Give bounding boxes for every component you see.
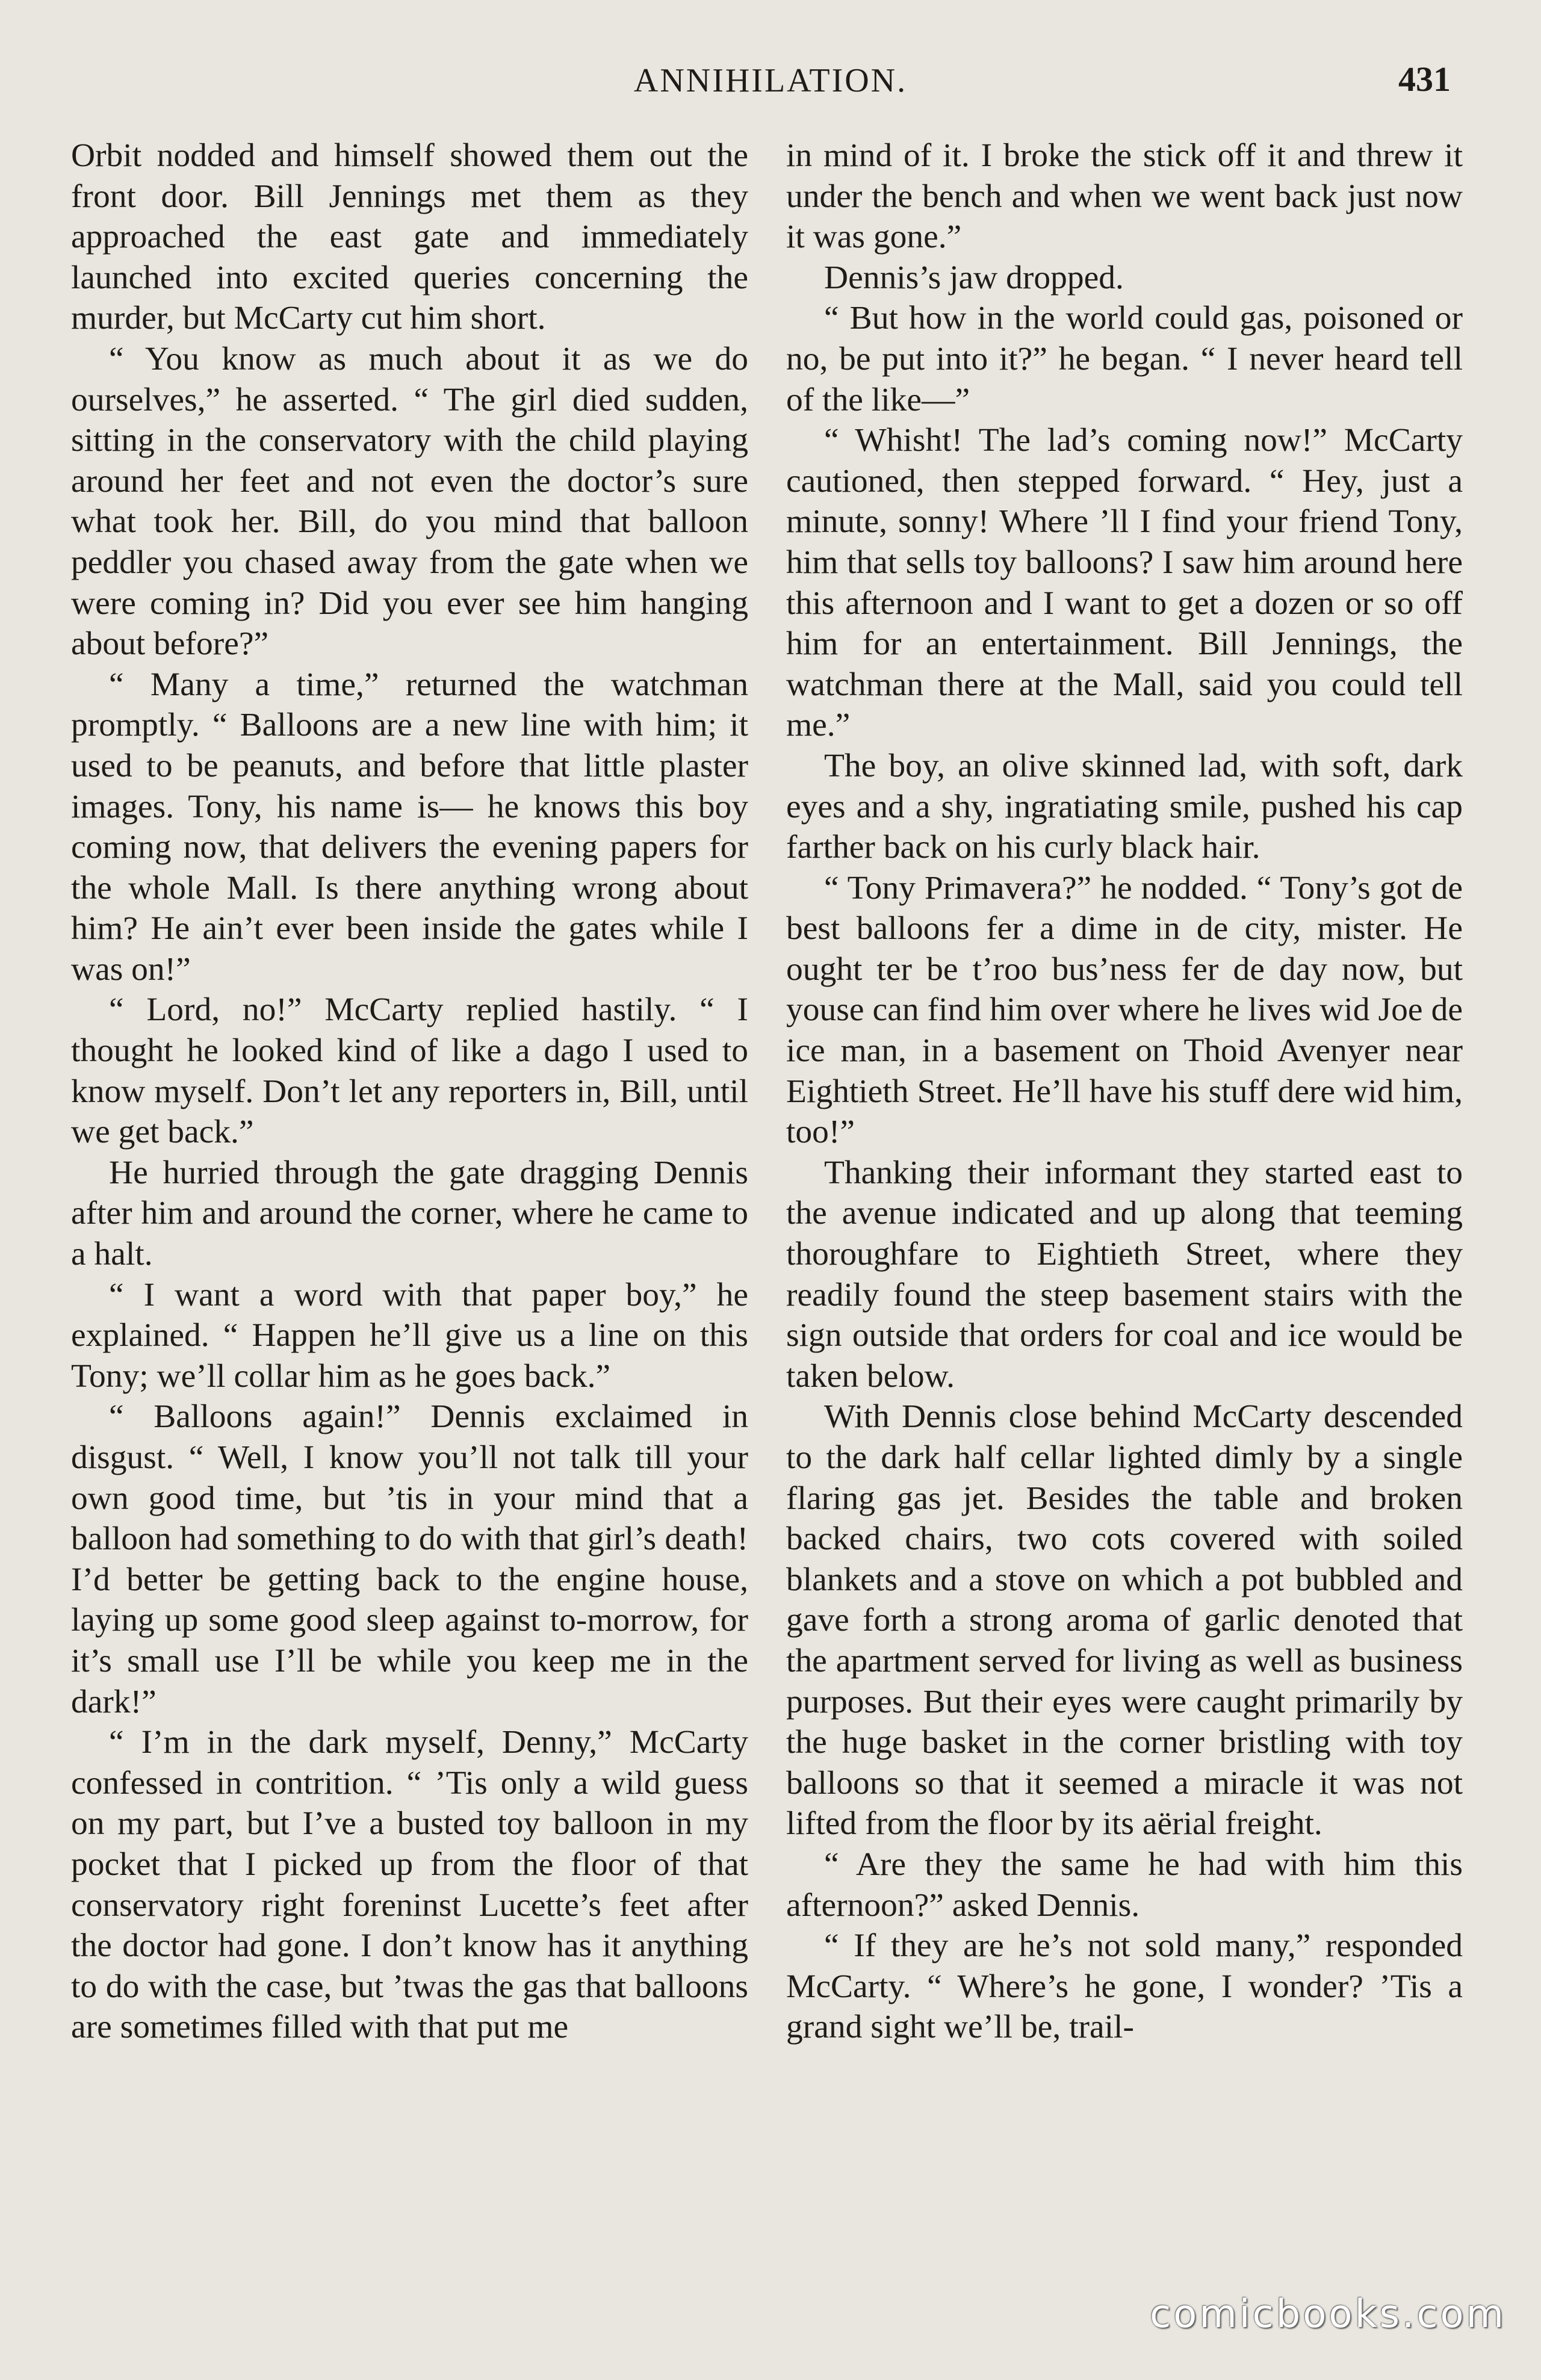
running-title: ANNIHILATION. [633,62,908,99]
paragraph: Thanking their informant they started east to the avenue indicated and up along that teeming thoroughfare to Eightieth Street, where they readily found the steep basement stairs with the sign outside that orders for coal and ice would be taken below. [786,1154,1463,1395]
paragraph: “ I want a word with that paper boy,” he explained. “ Happen he’ll give us a line on this Tony; we’ll collar him as he goes back.” [71,1276,748,1395]
paragraph: Dennis’s jaw dropped. [824,259,1124,296]
paragraph: “ You know as much about it as we do ourselves,” he asserted. “ The girl died sudden, sitting in the conservatory with the child playing around her feet and not even the doctor’s sure what took her. Bill, do you mind that balloon peddler you chased away from the gate when we were coming in? Did you ever see him hanging about before?” [71,340,748,663]
paragraph: “ Lord, no!” McCarty replied hastily. “ I thought he looked kind of like a dago I used to know myself. Don’t let any reporters in, Bill, until we get back.” [71,991,748,1151]
right-text-column [786,135,1463,2048]
paragraph: Orbit nodded and himself showed them out the front door. Bill Jennings met them as they approached the east gate and immediately launched into excited queries concerning the murder, but McCarty cut him short. [71,137,748,337]
page-number: 431 [1398,60,1451,99]
left-text-column [71,135,748,2048]
site-watermark: comicbooks.com [1149,2292,1506,2337]
paragraph: “ I’m in the dark myself, Denny,” McCarty confessed in contrition. “ ’Tis only a wild guess on my part, but I’ve a busted toy balloon in my pocket that I picked up from the floor of that conservatory right foreninst Lucette’s feet after the doctor had gone. I don’t know has it anything to do with the case, but ’twas the gas that balloons are sometimes filled with that put me [71,1724,748,2046]
paragraph: With Dennis close behind McCarty descended to the dark half cellar lighted dimly by a single flaring gas jet. Besides the table and broken backed chairs, two cots covered with soiled blankets and a stove on which a pot bubbled and gave forth a strong aroma of garlic denoted that the apartment served for living as well as business purposes. But their eyes were caught primarily by the huge basket in the corner bristling with toy balloons so that it seemed a miracle it was not lifted from the floor by its aërial freight. [786,1398,1463,1842]
paragraph: in mind of it. I broke the stick off it and threw it under the bench and when we went back just now it was gone.” [786,137,1463,256]
paragraph: The boy, an olive skinned lad, with soft, dark eyes and a shy, ingratiating smile, pushed his cap farther back on his curly black hair. [786,747,1463,866]
paragraph: “ Whisht! The lad’s coming now!” McCarty cautioned, then stepped forward. “ Hey, just a minute, sonny! Where ’ll I find your friend Tony, him that sells toy balloons? I saw him around here this afternoon and I want to get a dozen or so off him for an entertainment. Bill Jennings, the watchman there at the Mall, said you could tell me.” [786,422,1463,744]
paragraph: “ Many a time,” returned the watchman promptly. “ Balloons are a new line with him; it used to be peanuts, and before that little plaster images. Tony, his name is— he knows this boy coming now, that delivers the evening papers for the whole Mall. Is there anything wrong about him? He ain’t ever been inside the gates while I was on!” [71,666,748,988]
paragraph: He hurried through the gate dragging Dennis after him and around the corner, where he came to a halt. [71,1154,748,1273]
paragraph: “ But how in the world could gas, poisoned or no, be put into it?” he began. “ I never heard tell of the like—” [786,300,1463,418]
paragraph: “ Balloons again!” Dennis exclaimed in disgust. “ Well, I know you’ll not talk till your own good time, but ’tis in your mind that a balloon had something to do with that girl’s death! I’d better be getting back to the engine house, laying up some good sleep against to-morrow, for it’s small use I’ll be while you keep me in the dark!” [71,1398,748,1720]
paragraph: “ If they are he’s not sold many,” responded McCarty. “ Where’s he gone, I wonder? ’Tis a grand sight we’ll be, trail- [786,1927,1463,2046]
paragraph: “ Tony Primavera?” he nodded. “ Tony’s got de best balloons fer a dime in de city, mister. He ought ter be t’roo bus’ness fer de day now, but youse can find him over where he lives wid Joe de ice man, in a basement on Thoid Avenyer near Eightieth Street. He’ll have his stuff dere wid him, too!” [786,869,1463,1151]
paragraph: “ Are they the same he had with him this afternoon?” asked Dennis. [786,1845,1463,1924]
